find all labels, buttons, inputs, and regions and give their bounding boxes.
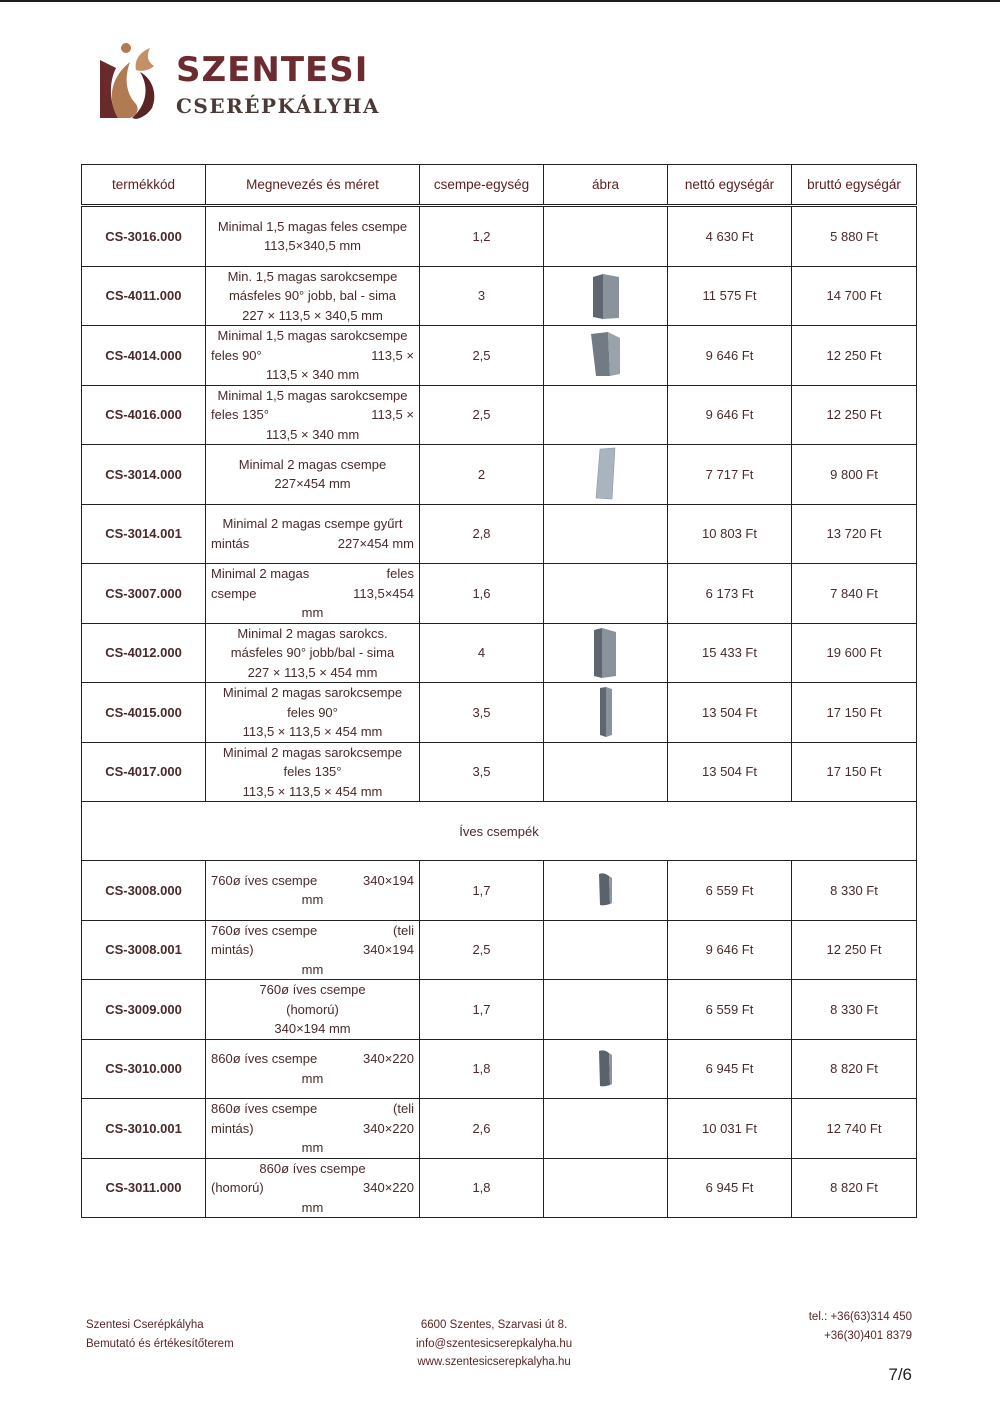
name-part: 340×220 [363,1051,414,1067]
net-price: 4 630 Ft [668,206,792,267]
section-row [82,802,917,861]
curved-tile-icon [594,1048,618,1090]
net-price: 13 504 Ft [668,742,792,802]
name-line [211,564,414,584]
name-part: 340×194 [363,872,414,888]
name-part: feles 90° [211,347,262,363]
tile-unit: 2,5 [420,920,544,980]
footer-phone [780,1308,912,1345]
product-figure [544,1039,668,1099]
table-row [82,445,917,505]
tile-unit: 2 [420,445,544,505]
name-line: Minimal 2 magas csempe gyűrt [222,516,403,532]
name-line: Minimal 1,5 magas feles csempe [217,218,408,234]
header-name-size: Megnevezés és méret [206,165,420,206]
product-code: CS-3011.000 [82,1158,206,1218]
header-tile-unit: csempe-egység [420,165,544,206]
header-net-price: nettó egységár [668,165,792,206]
product-code: CS-3010.000 [82,1039,206,1099]
product-name [206,683,420,743]
net-price: 6 173 Ft [668,564,792,624]
name-line: mm [301,961,324,977]
product-code: CS-3008.001 [82,920,206,980]
product-name [206,920,420,980]
product-name [206,1099,420,1159]
price-table [81,164,917,1218]
page-number: 7/6 [888,1365,912,1384]
gross-price: 13 720 Ft [792,504,917,564]
name-line: feles 90° [287,704,338,720]
name-part: (teli [393,1101,414,1116]
tile-unit: 1,7 [420,861,544,921]
product-figure [544,980,668,1040]
name-line: 227×454 mm [274,476,351,492]
name-line: 113,5 × 113,5 × 454 mm [242,783,383,799]
name-line: Minimal 2 magas csempe [238,456,387,472]
gross-price: 19 600 Ft [792,623,917,683]
gross-price: 8 820 Ft [792,1039,917,1099]
footer-company [86,1316,234,1353]
name-line: mm [301,1199,324,1215]
table-row [82,980,917,1040]
product-code: CS-4012.000 [82,623,206,683]
product-name [206,326,420,386]
net-price: 11 575 Ft [668,266,792,326]
product-figure [544,564,668,624]
product-code: CS-4014.000 [82,326,206,386]
name-line: 760ø íves csempe [259,982,366,997]
footer-contact [416,1316,572,1372]
product-figure [544,504,668,564]
tile-unit: 2,5 [420,385,544,445]
name-line: másfeles 90° jobb, bal - sima [228,288,397,303]
name-part: 860ø íves csempe [211,1101,318,1116]
product-code: CS-3016.000 [82,206,206,267]
product-code: CS-3007.000 [82,564,206,624]
section-title: Íves csempék [82,802,917,861]
tile-unit: 4 [420,623,544,683]
name-part: mintás) [211,942,254,957]
product-name [206,445,420,505]
website-link[interactable]: www.szentesicserepkalyha.hu [417,1356,571,1368]
name-part: 113,5 × [371,347,414,363]
name-part: Minimal 2 magas [211,566,310,581]
product-figure [544,920,668,980]
name-line: Minimal 2 magas sarokcsempe [222,685,403,700]
product-code: CS-4017.000 [82,742,206,802]
product-figure [544,623,668,683]
product-figure [544,1099,668,1159]
name-part: (homorú) [211,1180,264,1195]
tile-unit: 1,6 [420,564,544,624]
product-figure [544,385,668,445]
name-line: 227 × 113,5 × 454 mm [247,664,378,680]
table-row [82,326,917,386]
name-line: 113,5 × 340 mm [265,426,360,442]
name-line [211,405,414,425]
name-line: mm [301,1140,324,1155]
net-price: 10 803 Ft [668,504,792,564]
table-row [82,385,917,445]
gross-price: 7 840 Ft [792,564,917,624]
table-row [82,206,917,267]
name-part: 340×194 [363,942,414,957]
product-code: CS-3014.001 [82,504,206,564]
product-name [206,623,420,683]
product-name [206,1158,420,1218]
tile-unit: 3,5 [420,683,544,743]
header-product-code: termékkód [82,165,206,206]
name-part: 340×220 [363,1180,414,1195]
product-name [206,504,420,564]
product-figure [544,266,668,326]
corner-tile-icon [590,626,622,680]
table-row [82,920,917,980]
product-code: CS-4011.000 [82,266,206,326]
net-price: 6 945 Ft [668,1158,792,1218]
tile-unit: 1,8 [420,1158,544,1218]
top-border [0,0,1000,2]
gross-price: 9 800 Ft [792,445,917,505]
gross-price: 17 150 Ft [792,683,917,743]
tile-unit: 1,2 [420,206,544,267]
tile-unit: 3 [420,266,544,326]
product-code: CS-3008.000 [82,861,206,921]
tile-unit: 1,7 [420,980,544,1040]
product-figure [544,206,668,267]
net-price: 6 945 Ft [668,1039,792,1099]
name-line: mm [301,605,324,620]
name-line: Minimal 1,5 magas sarokcsempe [217,387,408,403]
tile-unit: 2,6 [420,1099,544,1159]
net-price: 7 717 Ft [668,445,792,505]
name-part: 860ø íves csempe [211,1051,318,1067]
address: 6600 Szentes, Szarvasi út 8. [420,1319,568,1331]
table-row [82,742,917,802]
gross-price: 12 740 Ft [792,1099,917,1159]
table-row [82,504,917,564]
product-figure [544,445,668,505]
product-name [206,266,420,326]
tile-unit: 1,8 [420,1039,544,1099]
product-name [206,385,420,445]
net-price: 13 504 Ft [668,683,792,743]
name-part: feles 135° [211,407,269,422]
product-figure [544,326,668,386]
name-line: mm [301,1070,324,1086]
curved-tile-icon [594,871,618,909]
gross-price: 17 150 Ft [792,742,917,802]
product-figure [544,742,668,802]
gross-price: 12 250 Ft [792,920,917,980]
name-part: mintás [211,535,250,551]
name-line: 860ø íves csempe [259,1160,366,1176]
logo-subtitle: CSERÉPKÁLYHA [176,94,381,118]
gross-price: 12 250 Ft [792,385,917,445]
product-code: CS-4016.000 [82,385,206,445]
name-part: 227×454 mm [337,535,414,551]
table-header-row [82,165,917,206]
name-line [211,940,414,960]
flame-logo-icon [96,42,166,120]
net-price: 6 559 Ft [668,980,792,1040]
name-line [211,1099,414,1119]
corner-tile-icon [594,685,618,739]
name-line [211,534,414,554]
product-code: CS-3014.000 [82,445,206,505]
product-name [206,1039,420,1099]
name-part: csempe [211,585,257,601]
name-line [211,1049,414,1069]
name-line: 227 × 113,5 × 340,5 mm [242,307,383,323]
product-code: CS-3009.000 [82,980,206,1040]
gross-price: 12 250 Ft [792,326,917,386]
name-part: 113,5 × [371,407,414,422]
gross-price: 8 820 Ft [792,1158,917,1218]
table-row [82,683,917,743]
gross-price: 8 330 Ft [792,861,917,921]
name-line [211,584,414,604]
name-line: feles 135° [283,764,342,779]
name-line: 113,5 × 113,5 × 454 mm [242,724,383,739]
name-line: mm [301,892,324,908]
product-figure [544,861,668,921]
name-line: 113,5×340,5 mm [264,238,361,254]
net-price: 10 031 Ft [668,1099,792,1159]
name-part: 760ø íves csempe [211,922,318,938]
table-row [82,1158,917,1218]
phone-1: tel.: +36(63)314 450 [808,1311,912,1323]
name-line: (homorú) [286,1001,339,1017]
table-row [82,1039,917,1099]
name-line: Minimal 2 magas sarokcs. [237,625,388,641]
net-price: 9 646 Ft [668,920,792,980]
name-part: 760ø íves csempe [211,872,318,888]
name-part: mintás) [211,1120,254,1136]
company-name: Szentesi Cserépkályha [86,1319,204,1331]
company-logo [96,42,396,122]
name-line: 113,5 × 340 mm [265,367,360,382]
product-name [206,861,420,921]
company-subtitle: Bemutató és értékesítőterem [86,1337,234,1350]
gross-price: 8 330 Ft [792,980,917,1040]
gross-price: 5 880 Ft [792,206,917,267]
table-row [82,266,917,326]
name-line [211,1119,414,1139]
name-line: Min. 1,5 magas sarokcsempe [227,268,398,284]
name-line: Minimal 1,5 magas sarokcsempe [217,328,408,343]
product-name [206,564,420,624]
table-row [82,564,917,624]
tile-unit: 2,5 [420,326,544,386]
name-line [211,871,414,891]
name-part: (teli [393,922,414,938]
corner-tile-icon [589,271,623,321]
net-price: 15 433 Ft [668,623,792,683]
product-name [206,980,420,1040]
corner-tile-icon [588,330,624,380]
product-name [206,742,420,802]
logo-title: SZENTESI [176,50,369,90]
name-line: másfeles 90° jobb/bal - sima [230,645,395,660]
name-line [211,346,414,366]
name-part: feles [386,566,414,581]
table-row [82,623,917,683]
name-part: 340×220 [363,1120,414,1136]
tile-unit: 3,5 [420,742,544,802]
table-row [82,1099,917,1159]
name-line: Minimal 2 magas sarokcsempe [222,744,403,760]
name-part: 113,5×454 [353,585,414,601]
gross-price: 14 700 Ft [792,266,917,326]
header-figure: ábra [544,165,668,206]
email-link[interactable]: info@szentesicserepkalyha.hu [416,1337,573,1350]
table-row [82,861,917,921]
net-price: 6 559 Ft [668,861,792,921]
product-figure [544,1158,668,1218]
header-gross-price: bruttó egységár [792,165,917,206]
product-figure [544,683,668,743]
tile-unit: 2,8 [420,504,544,564]
product-name [206,206,420,267]
name-line: 340×194 mm [274,1021,351,1036]
phone-2: +36(30)401 8379 [824,1329,912,1342]
name-line [211,1178,414,1198]
product-code: CS-3010.001 [82,1099,206,1159]
flat-tile-icon [591,447,621,501]
name-line [211,921,414,941]
net-price: 9 646 Ft [668,385,792,445]
net-price: 9 646 Ft [668,326,792,386]
product-code: CS-4015.000 [82,683,206,743]
